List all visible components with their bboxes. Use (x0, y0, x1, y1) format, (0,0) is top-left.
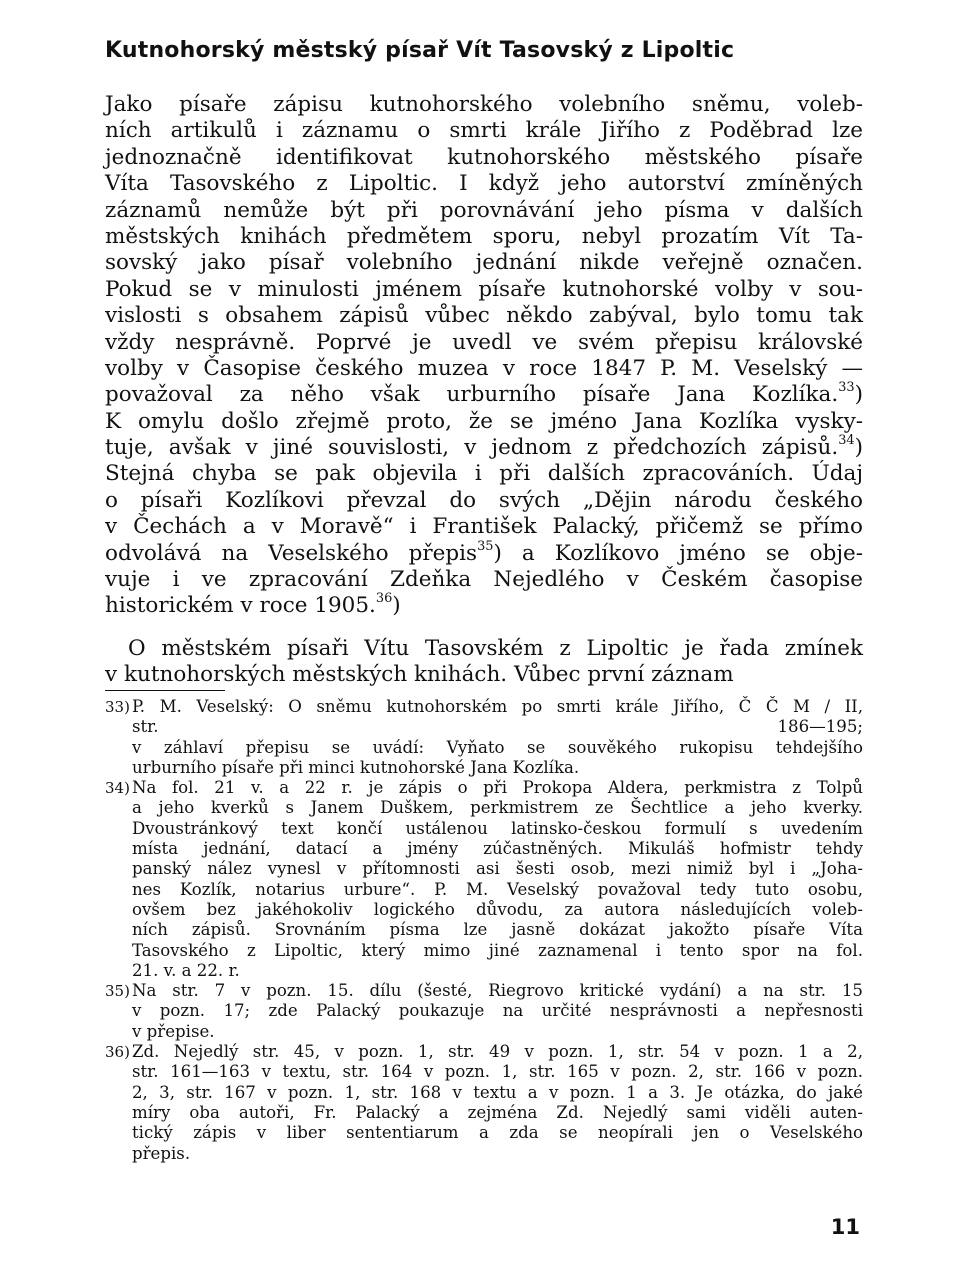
footnote-number: 36) (105, 1043, 130, 1062)
footnote-line: ovšem bez jakéhokoliv logického důvodu, za autora následujících voleb- (132, 899, 863, 919)
text-line: sovský jako písař volebního jednání nikde veřejně označen. (105, 250, 863, 276)
text-line (105, 435, 863, 461)
footnote-line: míry oba autoři, Fr. Palacký a zejména Zd. Nejedlý sami viděli auten- (132, 1102, 863, 1122)
footnotes (105, 697, 863, 1164)
text-line (105, 593, 863, 619)
footnote-line: přepis. (132, 1143, 191, 1163)
footnote-line: panský nález vynesl v přítomnosti asi šesti osob, mezi nimiž byl i „Joha- (132, 859, 863, 879)
text-line: vždy nesprávně. Poprvé je uvedl ve svém přepisu královské (105, 329, 863, 355)
footnote-reference: 34 (838, 433, 855, 448)
text-line: O městském písaři Vítu Tasovském z Lipoltic je řada zmínek (128, 635, 863, 661)
footnote-line: urburního písaře při minci kutnohorské Jana Kozlíka. (132, 757, 580, 777)
text-line: Jako písaře zápisu kutnohorského volebního sněmu, voleb- (105, 92, 863, 117)
paragraph-gap (105, 620, 863, 636)
text-line: Víta Tasovského z Lipoltic. I když jeho autorství zmíněných (105, 171, 863, 197)
footnote-number: 33) (105, 698, 130, 716)
footnote-line: ních zápisů. Srovnáním písma lze jasně dokázat jakožto písaře Víta (132, 920, 863, 940)
text-line: ních artikulů i záznamu o smrti krále Jiřího z Poděbrad lze (105, 118, 863, 144)
line-text-after: ) a Kozlíkovo jméno se obje- (493, 540, 863, 566)
paragraph (105, 92, 863, 620)
footnote-reference: 33 (838, 380, 855, 396)
running-head: Kutnohorský městský písař Vít Tasovský z Lipoltic (105, 38, 735, 63)
text-line: vuje i ve zpracování Zdeňka Nejedlého v Českém časopise (105, 567, 863, 593)
footnote-rule (105, 690, 225, 691)
line-text: tuje, avšak v jiné souvislosti, v jednom z předchozích zápisů. (105, 435, 839, 461)
text-line: Pokud se v minulosti jménem písaře kutnohorské volby v sou- (105, 276, 863, 302)
footnote-line: P. M. Veselský: O sněmu kutnohorském po smrti krále Jiřího, Č Č M / II, (132, 697, 863, 716)
footnote-line: Na fol. 21 v. a 22 r. je zápis o při Prokopa Aldera, perkmistra z Tolpů (132, 778, 863, 798)
text-line: v Čechách a v Moravě“ i František Palacký, přičemž se přímo (105, 514, 863, 540)
line-text: považoval za něho však urburního písaře Jana Kozlíka. (105, 382, 839, 408)
footnote-line: Dvoustránkový text končí ustálenou latinsko-českou formulí s uvedením (132, 818, 863, 838)
footnote-line: 21. v. a 22. r. (132, 960, 240, 980)
footnote-line: Zd. Nejedlý str. 45, v pozn. 1, str. 49 v pozn. 1, str. 54 v pozn. 1 a 2, (132, 1042, 863, 1062)
line-text-after: ) (854, 382, 863, 408)
footnote-line: a jeho kverků s Janem Duškem, perkmistrem ze Šechtlice a jeho kverky. (132, 798, 863, 818)
book-page (105, 0, 863, 1281)
page-number: 11 (830, 1215, 860, 1239)
footnote-line: str. 186—195; (132, 717, 863, 737)
text-line: městských knihách předmětem sporu, nebyl prozatím Vít Ta- (105, 223, 863, 249)
footnote-line: tický zápis v liber sententiarum a zda se neopírali jen o Veselského (132, 1123, 863, 1143)
footnote-line: v záhlaví přepisu se uvádí: Vyňato se souvěkého rukopisu tehdejšího (132, 737, 863, 757)
line-text-after: ) (392, 593, 401, 619)
footnote-reference: 35 (477, 538, 494, 554)
text-line: volby v Časopise českého muzea v roce 1847 P. M. Veselský — (105, 355, 863, 381)
footnote-line: Tasovského z Lipoltic, který mimo jiné zaznamenal i tento spor na fol. (132, 940, 863, 960)
text-line: jednoznačně identifikovat kutnohorského městského písaře (105, 144, 863, 170)
text-line: záznamů nemůže být při porovnávání jeho písma v dalších (105, 197, 863, 223)
text-line: vislosti s obsahem zápisů vůbec někdo zabýval, bylo tomu tak (105, 303, 863, 329)
footnote-number: 35) (105, 982, 130, 1001)
footnote-line: v pozn. 17; zde Palacký poukazuje na určité nesprávnosti a nepřesnosti (132, 1001, 863, 1021)
footnote-line: Na str. 7 v pozn. 15. dílu (šesté, Riegrovo kritické vydání) a na str. 15 (132, 981, 863, 1001)
footnote (105, 981, 863, 1042)
text-line: K omylu došlo zřejmě proto, že se jméno Jana Kozlíka vysky- (105, 408, 863, 434)
footnote-reference: 36 (375, 591, 393, 607)
text-line: Stejná chyba se pak objevila i při dalších zpracováních. Údaj (105, 461, 863, 487)
footnote-line: str. 161—163 v textu, str. 164 v pozn. 1, str. 165 v pozn. 2, str. 166 v pozn. (132, 1062, 863, 1082)
footnote-line: v přepise. (132, 1021, 215, 1041)
footnote-line: místa jednání, datací a jmény zúčastněných. Mikuláš hofmistr tehdy (132, 839, 863, 859)
footnote-line: 2, 3, str. 167 v pozn. 1, str. 168 v textu a v pozn. 1 a 3. Je otázka, do jaké (132, 1082, 863, 1102)
text-line (105, 382, 863, 408)
footnote (105, 778, 863, 981)
line-text: historickém v roce 1905. (105, 593, 376, 619)
body-text (105, 92, 863, 689)
footnote-line: nes Kozlík, notarius urbure“. P. M. Veselský považoval tedy tuto osobu, (132, 879, 863, 899)
text-line: v kutnohorských městských knihách. Vůbec první záznam (105, 662, 734, 688)
footnote (105, 1042, 863, 1164)
line-text: odvolává na Veselského přepis (105, 540, 478, 566)
text-line (105, 538, 863, 567)
footnote-number: 34) (105, 779, 130, 798)
paragraph (105, 636, 863, 689)
text-line: o písaři Kozlíkovi převzal do svých „Dějin národu českého (105, 487, 863, 513)
line-text-after: ) (854, 435, 863, 461)
footnote (105, 697, 863, 778)
